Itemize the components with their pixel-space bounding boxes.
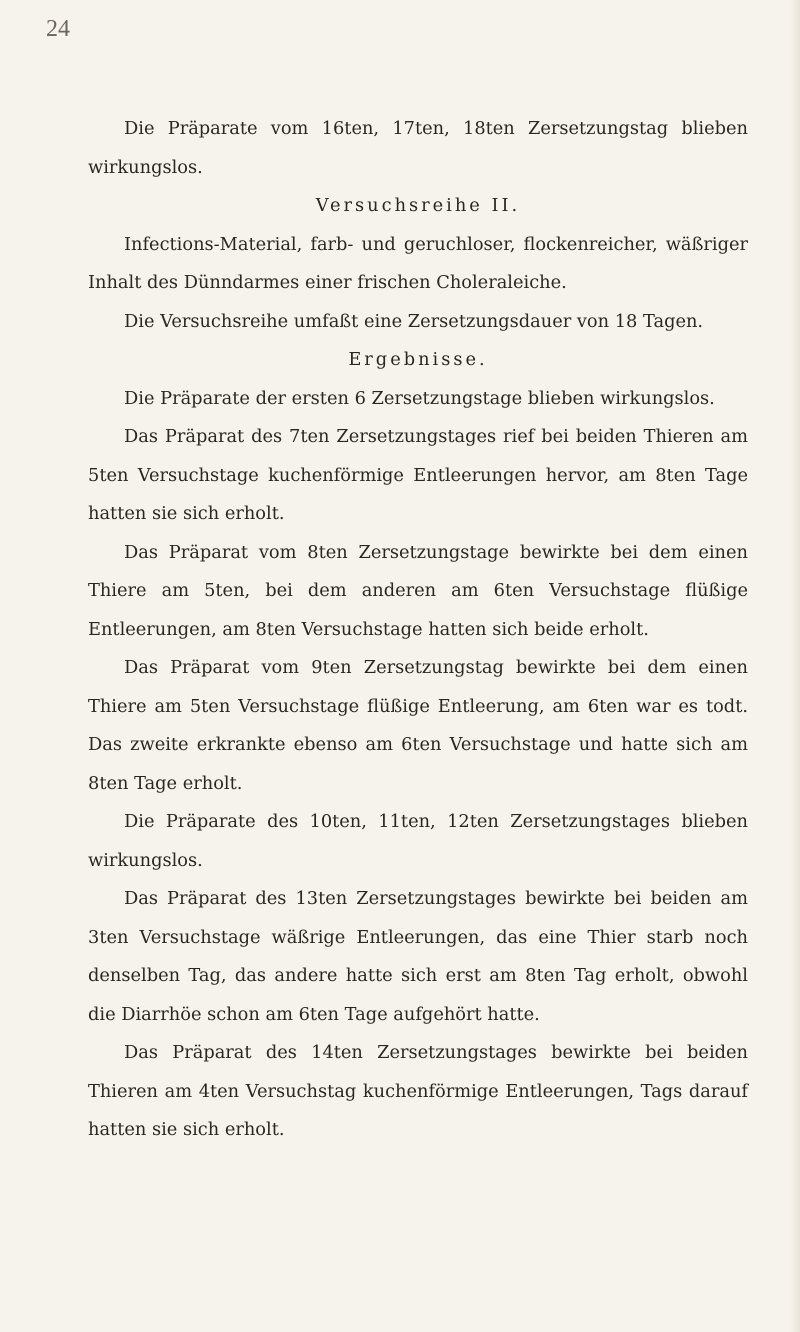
body-text bbox=[88, 110, 748, 1150]
paragraph: Infections-Material, farb- und geruchloser, flockenreicher, wäßriger Inhalt des Dünndarmes einer frischen Choleraleiche. bbox=[88, 233, 748, 293]
paragraph: Das Präparat vom 8ten Zersetzungstage bewirkte bei dem einen Thiere am 5ten, bei dem anderen am 6ten Versuchstage flüßige Entleerungen, am 8ten Versuchstage hatten sich beide erholt. bbox=[88, 541, 748, 640]
section-heading-versuchsreihe: Versuchsreihe II. bbox=[315, 195, 521, 216]
paragraph: Die Präparate der ersten 6 Zersetzungstage blieben wirkungslos. bbox=[124, 387, 715, 409]
paragraph: Das Präparat des 14ten Zersetzungstages bewirkte bei beiden Thieren am 4ten Versuchstag kuchenförmige Entleerungen, Tags darauf hatten sie sich erholt. bbox=[88, 1042, 748, 1140]
page-number: 24 bbox=[46, 16, 70, 42]
paragraph: Das Präparat vom 9ten Zersetzungstag bewirkte bei dem einen Thiere am 5ten Versuchstage flüßige Entleerung, am 6ten war es todt. Das zweite erkrankte ebenso am 6ten Versuchstage und hatte sich am 8ten Tage erholt. bbox=[88, 657, 748, 794]
paragraph: Die Präparate des 10ten, 11ten, 12ten Zersetzungstages blieben wirkungslos. bbox=[88, 811, 748, 871]
paragraph: Die Versuchsreihe umfaßt eine Zersetzungsdauer von 18 Tagen. bbox=[124, 310, 704, 332]
section-heading-ergebnisse: Ergebnisse. bbox=[348, 349, 488, 370]
paragraph: Das Präparat des 7ten Zersetzungstages rief bei beiden Thieren am 5ten Versuchstage kuchenförmige Entleerungen hervor, am 8ten Tage hatten sie sich erholt. bbox=[88, 426, 748, 524]
paragraph: Die Präparate vom 16ten, 17ten, 18ten Zersetzungstag blieben wirkungslos. bbox=[88, 118, 748, 178]
paragraph: Das Präparat des 13ten Zersetzungstages bewirkte bei beiden am 3ten Versuchstage wäßrige Entleerungen, das eine Thier starb noch denselben Tag, das andere hatte sich erst am 8ten Tag erholt, obwohl die Diarrhöe schon am 6ten Tage aufgehört hatte. bbox=[88, 888, 748, 1025]
page-edge-shadow bbox=[790, 0, 800, 1332]
